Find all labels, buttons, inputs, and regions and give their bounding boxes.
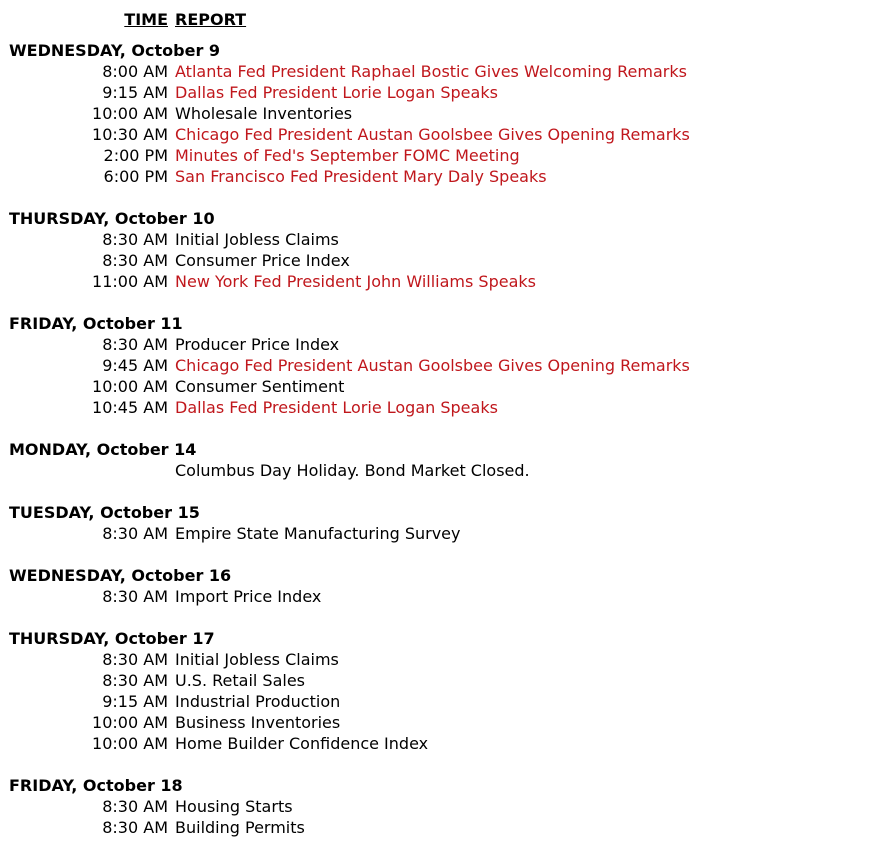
day-title: WEDNESDAY, October 9 [9,41,221,60]
event-report: U.S. Retail Sales [175,671,306,690]
event-time: 9:15 AM [102,83,168,102]
event-time: 8:30 AM [102,671,168,690]
event-time: 10:45 AM [92,398,168,417]
event-row [0,271,895,292]
event-time: 10:00 AM [92,104,168,123]
event-report: Consumer Sentiment [175,377,345,396]
event-time: 8:30 AM [102,818,168,837]
event-row [0,376,895,397]
event-time: 10:30 AM [92,125,168,144]
event-row [0,817,895,838]
event-time: 8:00 AM [102,62,168,81]
fed-event-report: New York Fed President John Williams Speaks [175,272,536,291]
fed-event-report: San Francisco Fed President Mary Daly Speaks [175,167,547,186]
time-column-header: TIME [124,10,168,29]
event-report: Home Builder Confidence Index [175,734,429,753]
day-section [0,40,895,187]
event-time: 8:30 AM [102,587,168,606]
event-report: Industrial Production [175,692,341,711]
fed-event-report: Chicago Fed President Austan Goolsbee Gives Opening Remarks [175,356,690,375]
fed-event-report: Atlanta Fed President Raphael Bostic Gives Welcoming Remarks [175,62,687,81]
event-row [0,649,895,670]
event-row [0,670,895,691]
event-row [0,586,895,607]
fed-event-report: Chicago Fed President Austan Goolsbee Gives Opening Remarks [175,125,690,144]
event-report: Business Inventories [175,713,341,732]
event-row [0,796,895,817]
event-report: Import Price Index [175,587,322,606]
day-section [0,565,895,607]
day-title: WEDNESDAY, October 16 [9,566,232,585]
event-row [0,145,895,166]
event-time: 8:30 AM [102,251,168,270]
event-row [0,355,895,376]
day-title: TUESDAY, October 15 [9,503,200,522]
report-column-header: REPORT [175,10,247,29]
event-time: 2:00 PM [103,146,168,165]
event-time: 8:30 AM [102,335,168,354]
event-time: 11:00 AM [92,272,168,291]
day-section [0,313,895,418]
day-section [0,439,895,481]
event-row [0,61,895,82]
day-section [0,502,895,544]
fed-event-report: Dallas Fed President Lorie Logan Speaks [175,83,498,102]
event-row [0,166,895,187]
event-row [0,691,895,712]
event-row [0,397,895,418]
event-row [0,523,895,544]
event-row [0,124,895,145]
event-report: Producer Price Index [175,335,340,354]
economic-calendar [0,40,895,859]
event-time: 8:30 AM [102,650,168,669]
day-title: FRIDAY, October 18 [9,776,183,795]
day-title: MONDAY, October 14 [9,440,197,459]
event-time: 9:15 AM [102,692,168,711]
event-row [0,733,895,754]
event-report: Building Permits [175,818,305,837]
event-time: 10:00 AM [92,734,168,753]
event-report: Initial Jobless Claims [175,650,339,669]
event-row [0,82,895,103]
day-section [0,628,895,754]
event-report: Columbus Day Holiday. Bond Market Closed. [175,461,530,480]
event-report: Housing Starts [175,797,293,816]
day-title: THURSDAY, October 17 [9,629,215,648]
event-time: 6:00 PM [103,167,168,186]
event-report: Consumer Price Index [175,251,350,270]
event-report: Empire State Manufacturing Survey [175,524,461,543]
day-title: THURSDAY, October 10 [9,209,215,228]
fed-event-report: Dallas Fed President Lorie Logan Speaks [175,398,498,417]
event-time: 10:00 AM [92,713,168,732]
event-time: 8:30 AM [102,797,168,816]
day-section [0,775,895,838]
event-time: 9:45 AM [102,356,168,375]
event-row [0,334,895,355]
event-row [0,103,895,124]
event-time: 8:30 AM [102,230,168,249]
event-row [0,250,895,271]
day-section [0,208,895,292]
event-report: Wholesale Inventories [175,104,353,123]
column-header [0,9,895,30]
event-report: Initial Jobless Claims [175,230,339,249]
event-time: 8:30 AM [102,524,168,543]
event-row [0,712,895,733]
event-row [0,460,895,481]
event-row [0,229,895,250]
day-title: FRIDAY, October 11 [9,314,183,333]
event-time: 10:00 AM [92,377,168,396]
fed-event-report: Minutes of Fed's September FOMC Meeting [175,146,520,165]
